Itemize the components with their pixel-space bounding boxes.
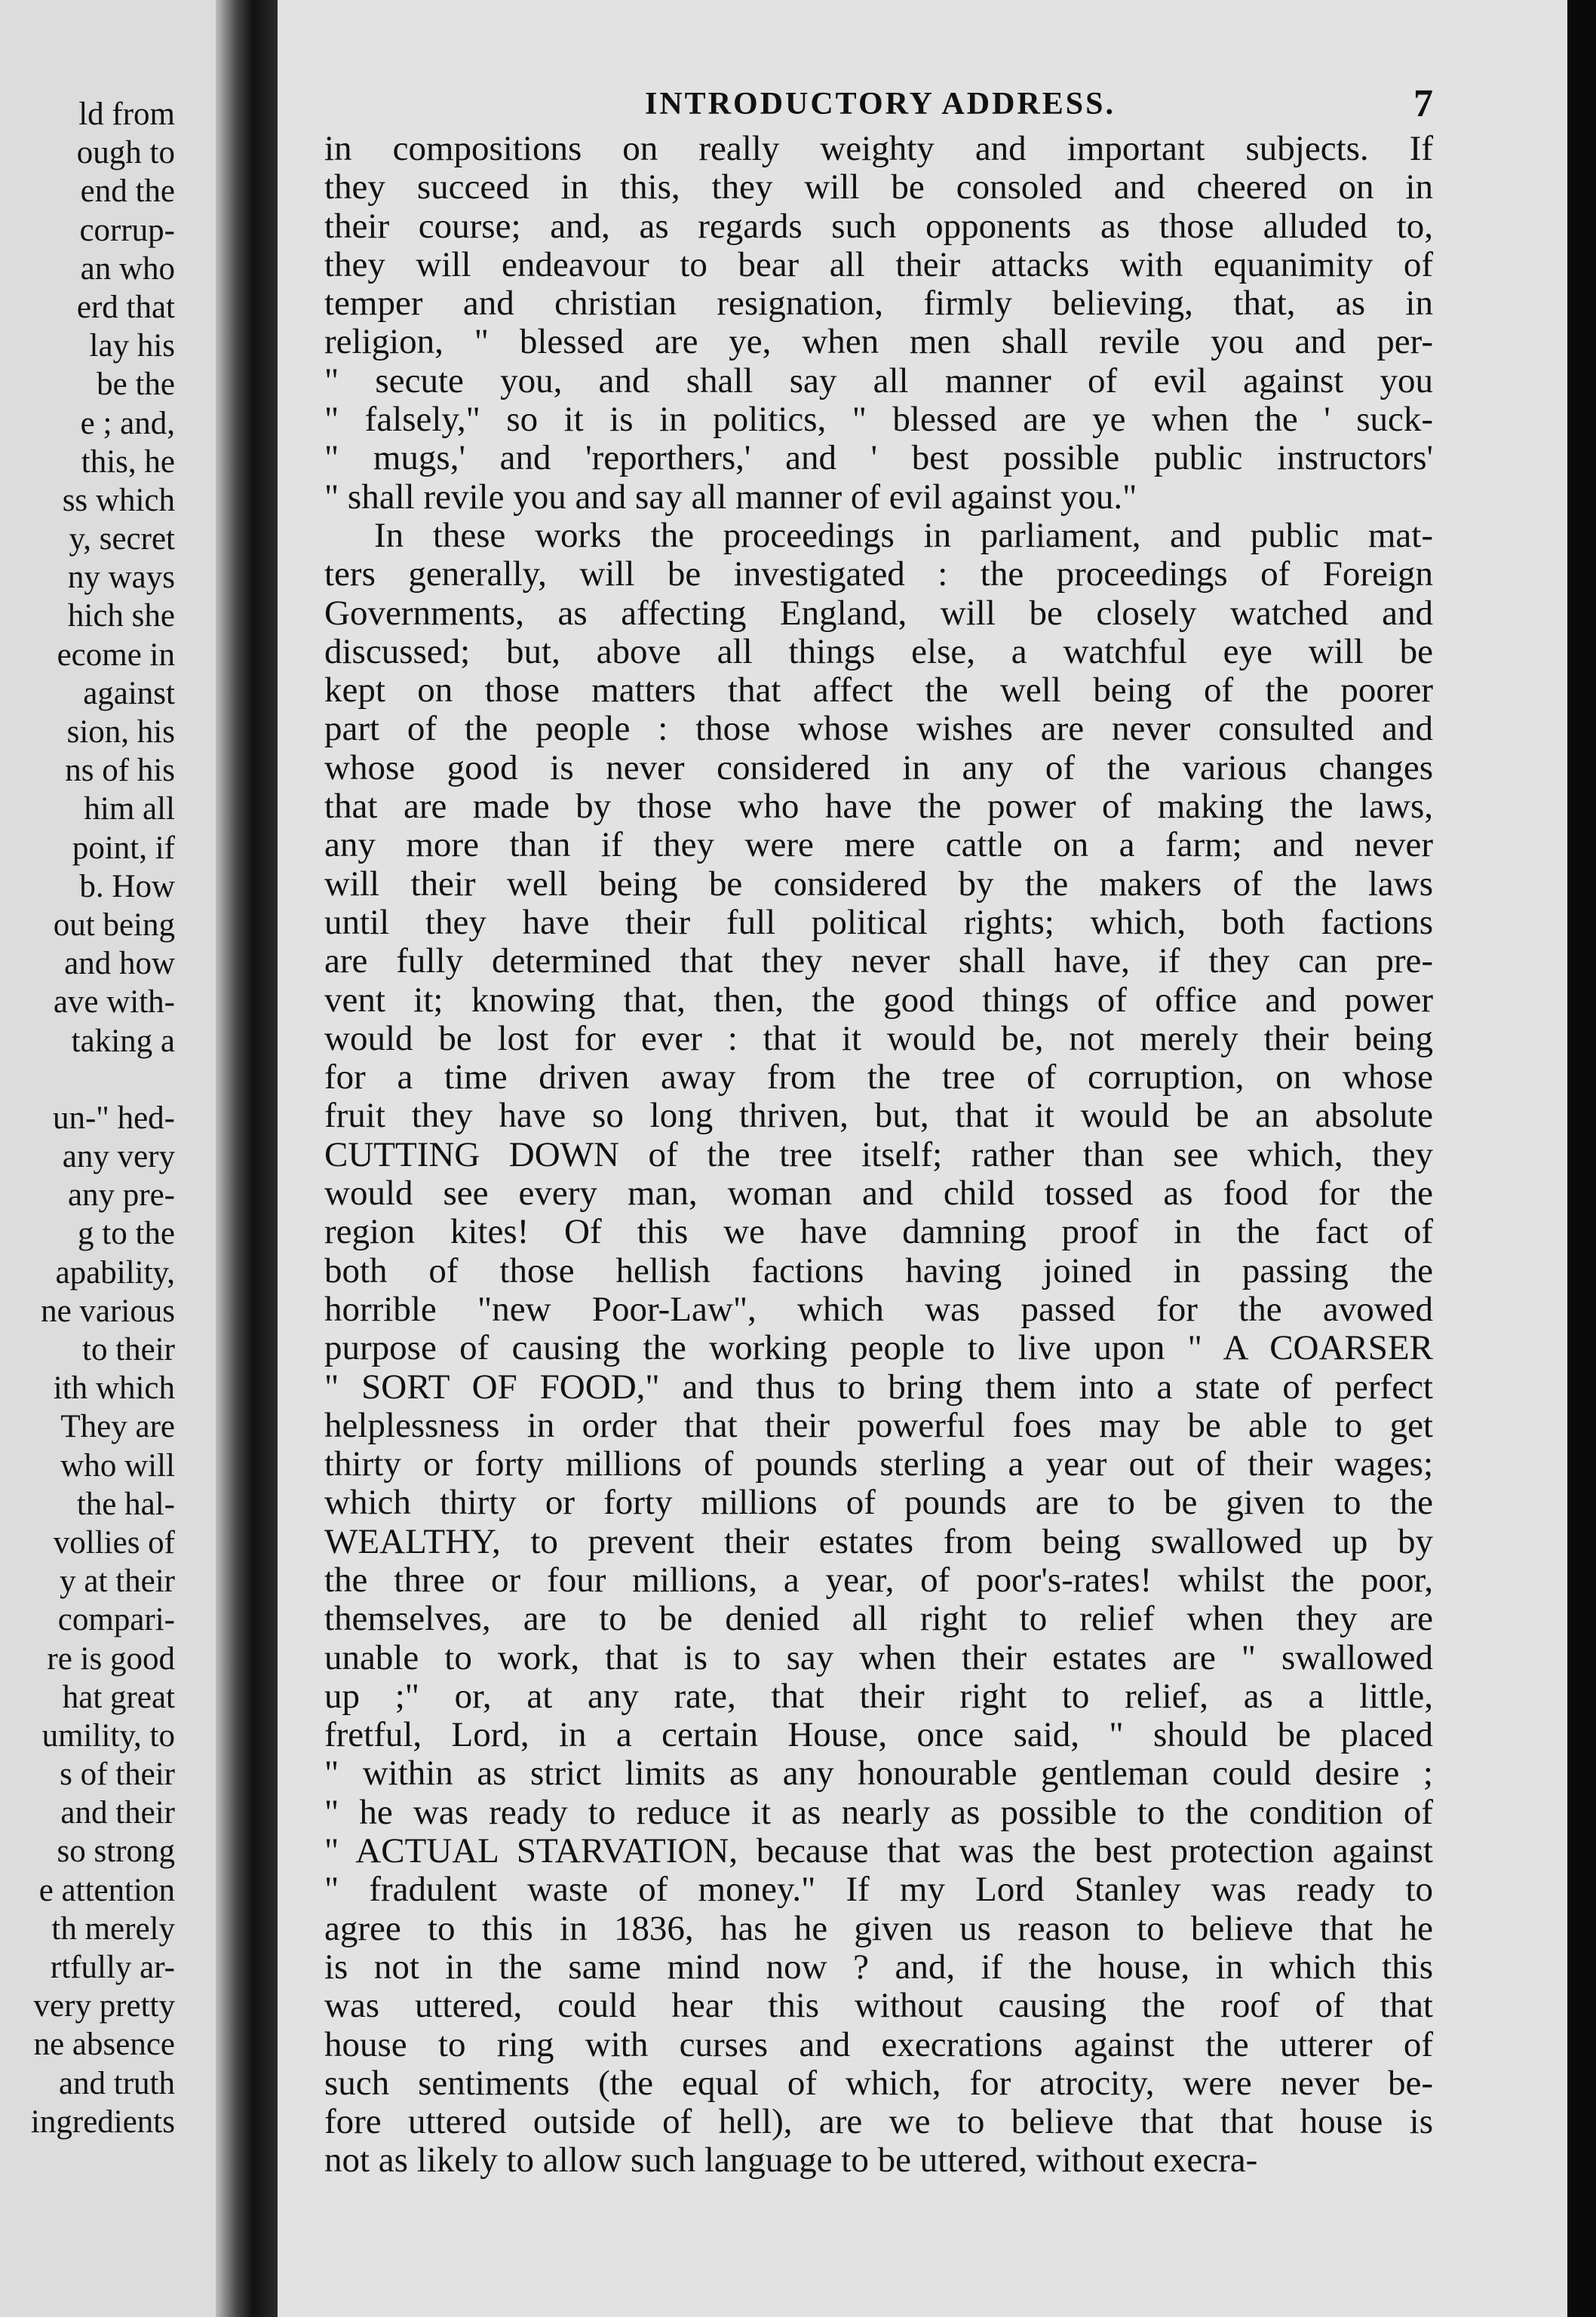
- left-page-line: rtfully ar-: [50, 1950, 175, 1985]
- left-page-line: re is good: [47, 1640, 175, 1677]
- body-line: religion, " blessed are ye, when men shall revile you and per-: [324, 322, 1433, 362]
- left-page-line: They are: [60, 1409, 175, 1445]
- left-page-line: to their: [82, 1332, 175, 1367]
- body-line: for a time driven away from the tree of corruption, on whose: [324, 1057, 1433, 1097]
- left-page-line: ss which: [62, 482, 175, 518]
- left-page-line: th merely: [51, 1910, 175, 1947]
- body-line: not as likely to allow such language to be uttered, without execra-: [324, 2141, 1258, 2180]
- body-line: they succeed in this, they will be consoled and cheered on in: [324, 167, 1433, 207]
- left-page-line: any pre-: [67, 1177, 175, 1214]
- left-page-line: ecome in: [57, 637, 175, 673]
- body-line: temper and christian resignation, firmly believing, that, as in: [324, 284, 1433, 324]
- body-line: would be lost for ever : that it would be, not merely their being: [324, 1018, 1433, 1058]
- body-line: " SORT OF FOOD," and thus to bring them into a state of perfect: [324, 1367, 1433, 1407]
- body-line: discussed; but, above all things else, a watchful eye will be: [324, 631, 1433, 671]
- left-page-line: him all: [84, 791, 175, 827]
- body-line: vent it; knowing that, then, the good things of office and power: [324, 980, 1433, 1020]
- body-line: is not in the same mind now ? and, if the house, in which this: [324, 1947, 1433, 1987]
- body-line: ters generally, will be investigated : the proceedings of Foreign: [324, 554, 1433, 594]
- body-line: whose good is never considered in any of the various changes: [324, 747, 1433, 787]
- body-line: Governments, as affecting England, will be closely watched and: [324, 593, 1433, 633]
- left-page-line: so strong: [57, 1834, 175, 1870]
- left-page-line: point, if: [72, 830, 175, 866]
- body-line: that are made by those who have the power of making the laws,: [324, 787, 1433, 827]
- left-page-line: against: [83, 675, 175, 711]
- left-page-line: ns of his: [65, 753, 175, 789]
- left-page-line: ingredients: [30, 2104, 175, 2140]
- left-page-fragment: [0, 0, 216, 2317]
- left-page-line: e attention: [38, 1872, 175, 1908]
- body-line: " fradulent waste of money." If my Lord Stanley was ready to: [324, 1870, 1433, 1910]
- left-page-line: very pretty: [33, 1988, 175, 2024]
- body-line: until they have their full political rights; which, both factions: [324, 902, 1433, 942]
- left-page-line: apability,: [55, 1254, 175, 1290]
- body-line: kept on those matters that affect the well being of the poorer: [324, 671, 1433, 710]
- body-line: in compositions on really weighty and important subjects. If: [324, 129, 1433, 168]
- page-number: 7: [1413, 82, 1433, 125]
- left-page-line: be the: [97, 367, 175, 403]
- body-line: they will endeavour to bear all their attacks with equanimity of: [324, 244, 1433, 284]
- left-page-line: any very: [62, 1139, 175, 1175]
- body-line: " shall revile you and say all manner of evil against you.": [324, 477, 1137, 517]
- left-page-line: out being: [53, 907, 175, 943]
- left-page-line: and their: [60, 1795, 175, 1831]
- body-line: the three or four millions, a year, of poor's-rates! whilst the poor,: [324, 1560, 1433, 1600]
- left-page-line: hat great: [62, 1679, 175, 1715]
- left-page-line: y at their: [60, 1564, 175, 1600]
- left-page-line: taking a: [71, 1023, 175, 1059]
- body-line: " he was ready to reduce it as nearly as possible to the condition of: [324, 1792, 1433, 1832]
- left-page-line: ith which: [53, 1370, 175, 1407]
- left-page-line: ld from: [78, 97, 175, 132]
- body-line: " within as strict limits as any honourable gentleman could desire ;: [324, 1754, 1433, 1794]
- body-line: are fully determined that they never shall have, if they can pre-: [324, 941, 1433, 981]
- body-line: house to ring with curses and execrations against the utterer of: [324, 2024, 1433, 2064]
- left-page-line: g to the: [78, 1216, 175, 1252]
- left-page-line: compari-: [57, 1602, 175, 1638]
- left-page-line: corrup-: [79, 212, 175, 248]
- body-line: " falsely," so it is in politics, " blessed are ye when the ' suck-: [324, 400, 1433, 440]
- body-line: such sentiments (the equal of which, for atrocity, were never be-: [324, 2063, 1433, 2103]
- body-line: fore uttered outside of hell), are we to believe that that house is: [324, 2102, 1433, 2142]
- body-line: will their well being be considered by the makers of the laws: [324, 864, 1433, 904]
- body-line: both of those hellish factions having joined in passing the: [324, 1251, 1433, 1290]
- left-page-line: this, he: [81, 443, 175, 480]
- left-page-line: y, secret: [69, 521, 175, 557]
- right-edge-shadow: [1567, 0, 1596, 2317]
- body-line: part of the people : those whose wishes are never consulted and: [324, 709, 1433, 749]
- left-page-line: and how: [64, 946, 175, 982]
- body-line: was uttered, could hear this without causing the roof of that: [324, 1986, 1433, 2026]
- body-line: fretful, Lord, in a certain House, once said, " should be placed: [324, 1715, 1433, 1755]
- body-line: CUTTING DOWN of the tree itself; rather than see which, they: [324, 1134, 1433, 1174]
- body-line: In these works the proceedings in parliament, and public mat-: [374, 515, 1433, 555]
- left-page-line: and truth: [58, 2065, 175, 2101]
- page-header: [366, 81, 1433, 127]
- left-page-line: hich she: [67, 598, 175, 634]
- left-page-line: the hal-: [76, 1486, 175, 1522]
- body-line: any more than if they were mere cattle on a farm; and never: [324, 825, 1433, 865]
- left-page-line: un-" hed-: [52, 1100, 175, 1136]
- body-line: " mugs,' and 'reporthers,' and ' best possible public instructors': [324, 438, 1433, 478]
- book-gutter: [216, 0, 278, 2317]
- left-page-line: umility, to: [41, 1717, 175, 1754]
- left-page-line: an who: [80, 250, 175, 287]
- body-line: would see every man, woman and child tossed as food for the: [324, 1174, 1433, 1214]
- body-line: WEALTHY, to prevent their estates from being swallowed up by: [324, 1521, 1433, 1561]
- body-text: [324, 130, 1433, 2180]
- left-page-line: ave with-: [53, 984, 175, 1020]
- left-page-line: ne various: [41, 1293, 175, 1329]
- left-page-line: sion, his: [66, 714, 175, 750]
- body-line: thirty or forty millions of pounds sterling a year out of their wages;: [324, 1444, 1433, 1484]
- body-line: helplessness in order that their powerful foes may be able to get: [324, 1405, 1433, 1445]
- left-page-line: ny ways: [67, 560, 175, 596]
- body-line: which thirty or forty millions of pounds are to be given to the: [324, 1483, 1433, 1523]
- body-line: " secute you, and shall say all manner of evil against you: [324, 361, 1433, 400]
- body-line: unable to work, that is to say when their estates are " swallowed: [324, 1637, 1433, 1677]
- left-page-line: vollies of: [53, 1524, 175, 1561]
- running-head: INTRODUCTORY ADDRESS.: [645, 87, 1116, 121]
- left-page-line: b. How: [79, 868, 175, 904]
- body-line: region kites! Of this we have damning proof in the fact of: [324, 1212, 1433, 1252]
- left-page-line: lay his: [89, 328, 175, 364]
- left-page-line: who will: [60, 1447, 175, 1484]
- left-page-line: ne absence: [33, 2027, 175, 2063]
- body-line: up ;" or, at any rate, that their right to relief, as a little,: [324, 1676, 1433, 1716]
- left-page-line: erd that: [76, 289, 175, 325]
- left-page-line: s of their: [60, 1757, 175, 1793]
- left-page-line: ough to: [76, 135, 175, 171]
- body-line: their course; and, as regards such opponents as those alluded to,: [324, 206, 1433, 246]
- body-line: " ACTUAL STARVATION, because that was the best protection against: [324, 1831, 1433, 1871]
- body-line: themselves, are to be denied all right to relief when they are: [324, 1599, 1433, 1639]
- body-line: fruit they have so long thriven, but, that it would be an absolute: [324, 1096, 1433, 1136]
- left-page-line: [31, 1060, 175, 1099]
- body-line: purpose of causing the working people to live upon " A COARSER: [324, 1328, 1433, 1368]
- left-page-line: end the: [80, 173, 175, 210]
- body-line: agree to this in 1836, has he given us reason to believe that he: [324, 1908, 1433, 1948]
- left-page-text: [31, 95, 175, 2141]
- left-page-line: e ; and,: [80, 405, 175, 441]
- body-line: horrible "new Poor-Law", which was passed for the avowed: [324, 1289, 1433, 1329]
